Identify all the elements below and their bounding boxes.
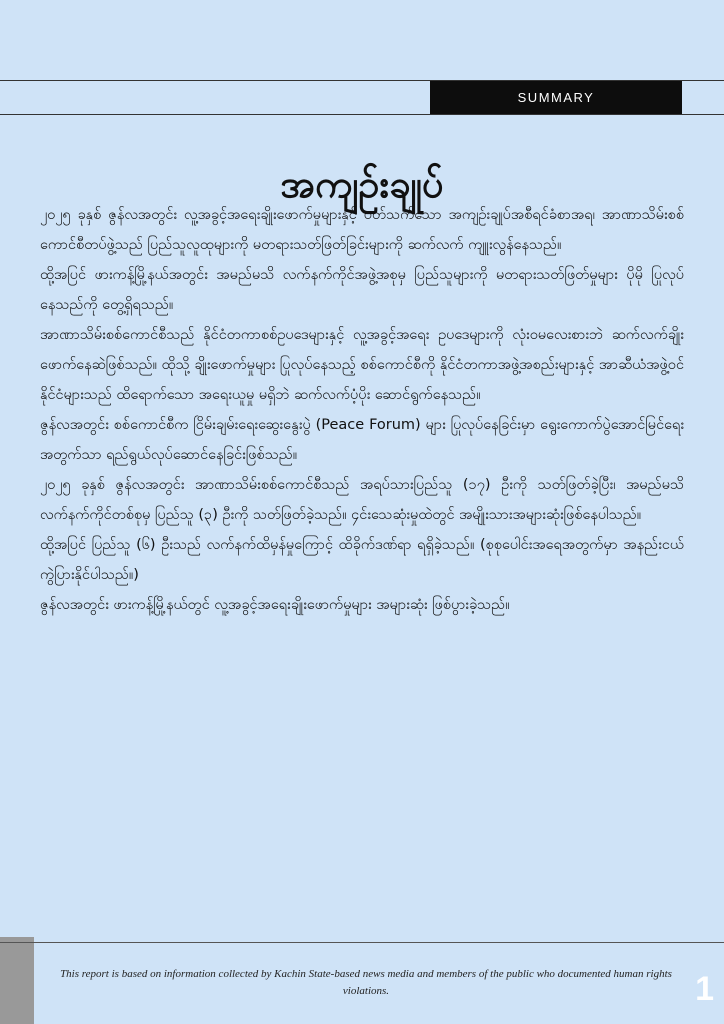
paragraph-7: ဇွန်လအတွင်း ဖားကန့်မြို့နယ်တွင် လူ့အခွင့်အရေးချိုးဖောက်မှုများ အများဆုံး ဖြစ်ပွားခဲ့သည်။ bbox=[40, 597, 510, 613]
page-number: 1 bbox=[695, 970, 714, 1008]
paragraph-3: အာဏာသိမ်းစစ်ကောင်စီသည် နိုင်ငံတကာစစ်ဥပဒေများနှင့် လူ့အခွင့်အရေး ဥပဒေများကို လုံးဝမလေးစားဘဲ ဆက်လက်ချိုးဖောက်နေဆဲဖြစ်သည်။ ထိုသို့ ချိုးဖောက်မှုများ ပြုလုပ်နေသည့် စစ်ကောင်စီကို နိုင်ငံတကာအဖွဲ့အစည်းများနှင့် အာဆီယံအဖွဲ့ဝင်နိုင်ငံများသည် ထိရောက်သော အရေးယူမှု မရှိဘဲ ဆက်လက်ပံ့ပိုး ဆောင်ရွက်နေသည်။ bbox=[40, 327, 684, 403]
header-rule-bottom bbox=[0, 114, 724, 115]
summary-tab-label: SUMMARY bbox=[517, 90, 595, 105]
footer-rule bbox=[0, 942, 724, 943]
summary-body bbox=[40, 200, 684, 620]
paragraph-6: ထို့အပြင် ပြည်သူ (၆) ဦးသည် လက်နက်ထိမှန်မှုကြောင့် ထိခိုက်ဒဏ်ရာ ရရှိခဲ့သည်။ (စုစုပေါင်းအရေအတွက်မှာ အနည်းငယ်ကွဲပြားနိုင်ပါသည်။) bbox=[40, 537, 684, 583]
paragraph-2: ထို့အပြင် ဖားကန့်မြို့နယ်အတွင်း အမည်မသိ လက်နက်ကိုင်အဖွဲ့အစုမှ ပြည်သူများကို မတရားသတ်ဖြတ်မှုများ ပိုမို ပြုလုပ်နေသည်ကို တွေ့ရှိရသည်။ bbox=[40, 267, 684, 313]
paragraph-4: ဇွန်လအတွင်း စစ်ကောင်စီက ငြိမ်းချမ်းရေးဆွေးနွေးပွဲ (Peace Forum) များ ပြုလုပ်နေခြင်းမှာ ရွေးကောက်ပွဲအောင်မြင်ရေး အတွက်သာ ရည်ရွယ်လုပ်ဆောင်နေခြင်းဖြစ်သည်။ bbox=[40, 417, 684, 463]
page-title: အကျဉ်းချုပ် bbox=[280, 162, 444, 207]
footer-accent-block bbox=[0, 937, 34, 1024]
paragraph-5: ၂၀၂၅ ခုနှစ် ဇွန်လအတွင်း အာဏာသိမ်းစစ်ကောင်စီသည် အရပ်သားပြည်သူ (၁၇) ဦးကို သတ်ဖြတ်ခဲ့ပြီး၊ အမည်မသိ လက်နက်ကိုင်တစ်စုမှ ပြည်သူ (၃) ဦးကို သတ်ဖြတ်ခဲ့သည်။ ၄င်းသေဆုံးမှုထဲတွင် အမျိုးသားအများဆုံးဖြစ်နေပါသည်။ bbox=[40, 477, 684, 523]
summary-tab bbox=[430, 81, 682, 114]
footer-note: This report is based on information collected by Kachin State-based news media and members of the public who documented human rights violations. bbox=[60, 968, 672, 997]
paragraph-1: ၂၀၂၅ ခုနှစ် ဇွန်လအတွင်း လူ့အခွင့်အရေးချိုးဖောက်မှုများနှင့် ပတ်သက်သော အကျဉ်းချုပ်အစီရင်ခံစာအရ၊ အာဏာသိမ်းစစ်ကောင်စီတပ်ဖွဲ့သည် ပြည်သူလူထုများကို မတရားသတ်ဖြတ်ခြင်းများကို ဆက်လက် ကျူးလွန်နေသည်။ bbox=[40, 207, 684, 253]
